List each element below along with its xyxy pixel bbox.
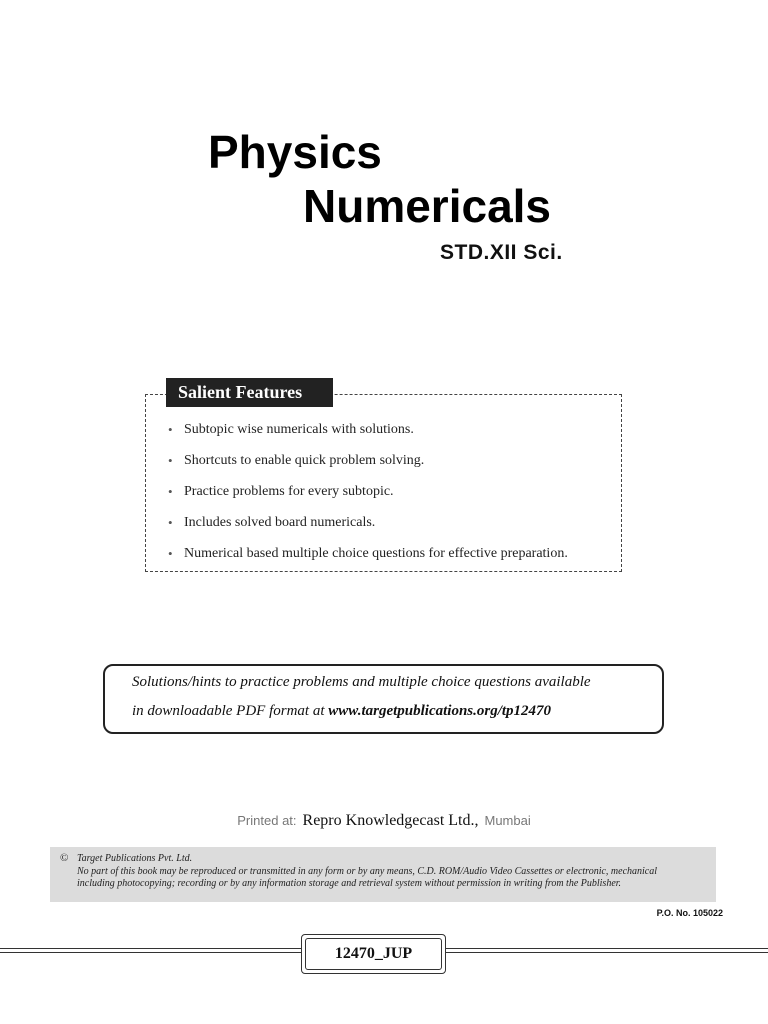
feature-item: • Includes solved board numericals. [166,511,568,542]
copyright-icon: © [60,852,69,864]
feature-item: • Practice problems for every subtopic. [166,480,568,511]
printed-at-label: Printed at: [237,813,297,828]
download-notice-line2: in downloadable PDF format at www.targetpublications.org/tp12470 [132,703,552,719]
feature-item: • Numerical based multiple choice questions for effective preparation. [166,542,568,573]
bullet-icon: • [168,515,173,530]
standard-label: STD.XII Sci. [440,241,563,264]
download-notice-line1: Solutions/hints to practice problems and multiple choice questions available [132,674,591,690]
title-numericals: Numericals [303,180,552,232]
feature-item: • Shortcuts to enable quick problem solving. [166,449,568,480]
printer-company: Repro Knowledgecast Ltd., [302,812,479,829]
feature-item: • Subtopic wise numericals with solutions. [166,418,568,449]
bullet-icon: • [168,453,173,468]
book-code-box [301,934,446,974]
bullet-icon: • [168,546,173,561]
title-physics: Physics [208,126,382,178]
book-code: 12470_JUP [305,938,442,970]
salient-features-list [166,418,568,573]
salient-features-heading: Salient Features [166,378,333,407]
copyright-notice-line2: including photocopying; recording or by any information storage and retrieval system without permission in writing from the Publisher. [77,878,622,889]
copyright-owner: Target Publications Pvt. Ltd. [77,853,193,864]
printer-city: Mumbai [484,813,531,828]
bullet-icon: • [168,484,173,499]
copyright-notice-line1: No part of this book may be reproduced or transmitted in any form or by any means, C.D. ROM/Audio Video Cassettes or electronic, mechanical [77,866,658,877]
bullet-icon: • [168,422,173,437]
download-url-link[interactable]: www.targetpublications.org/tp12470 [328,703,552,719]
po-number: P.O. No. 105022 [656,908,723,918]
printer-credit [0,812,768,830]
